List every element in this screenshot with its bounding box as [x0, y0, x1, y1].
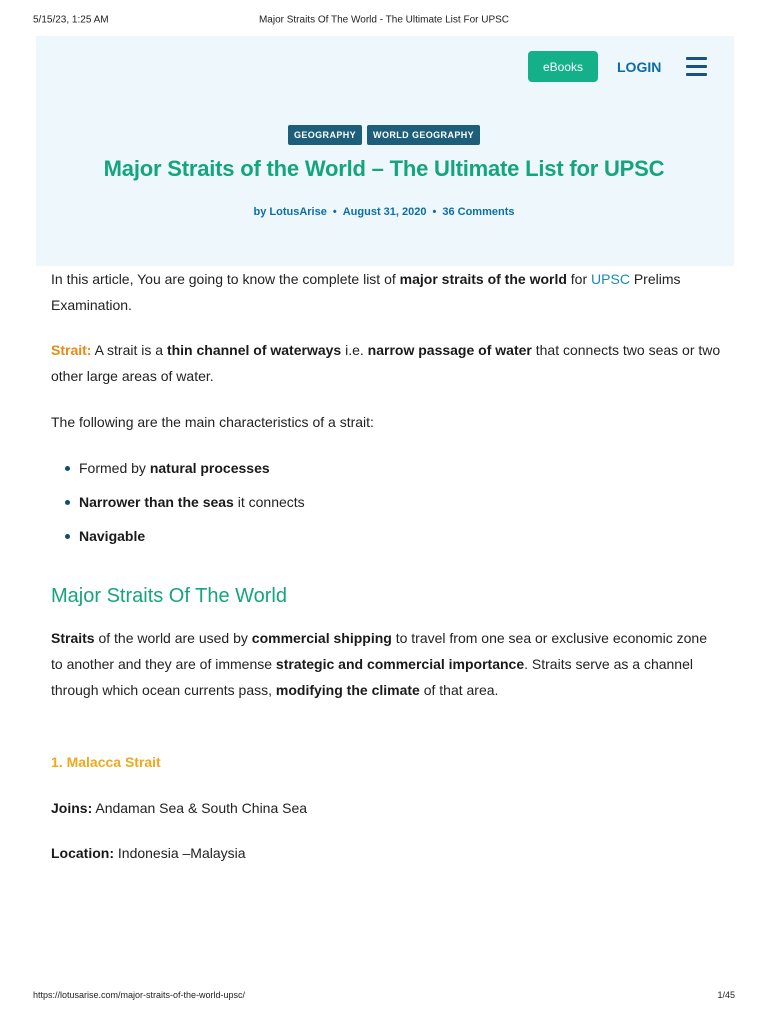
characteristics-intro: The following are the main characteristics of a strait: [51, 414, 374, 430]
post-meta [0, 206, 768, 218]
category-tags [0, 125, 768, 145]
list-item: Formed by natural processes [65, 455, 705, 489]
definition-paragraph: Strait: A strait is a thin channel of waterways i.e. narrow passage of water that connects two seas or two other large areas of water. [51, 342, 721, 384]
page-title: Major Straits of the World – The Ultimate List for UPSC [103, 156, 665, 181]
page-number: 1/45 [717, 990, 735, 1000]
print-datetime: 5/15/23, 1:25 AM [33, 14, 109, 26]
ebooks-button[interactable]: eBooks [528, 51, 598, 82]
hamburger-icon[interactable] [686, 57, 707, 76]
post-date[interactable]: August 31, 2020 [342, 206, 427, 218]
characteristics-list [65, 455, 705, 557]
tag-geography[interactable]: GEOGRAPHY [288, 125, 362, 145]
list-item: Navigable [65, 523, 705, 557]
login-link[interactable]: LOGIN [617, 59, 662, 75]
strait-label: Strait: [51, 342, 92, 358]
print-title: Major Straits Of The World - The Ultimate List For UPSC [258, 14, 510, 26]
malacca-heading: 1. Malacca Strait [51, 754, 161, 770]
malacca-location: Location: Indonesia –Malaysia [51, 845, 246, 861]
print-footer [0, 990, 768, 1004]
page-url: https://lotusarise.com/major-straits-of-the-world-upsc/ [33, 990, 246, 1000]
author-link[interactable]: by LotusArise [253, 206, 327, 218]
print-header [0, 0, 768, 30]
intro-paragraph: In this article, You are going to know the complete list of major straits of the world for UPSC Prelims Examination. [51, 271, 681, 313]
section-paragraph: Straits of the world are used by commercial shipping to travel from one sea or exclusive economic zone to another and they are of immense strategic and commercial importance. Straits serve as a channel through which ocean currents pass, modifying the climate of that area. [51, 630, 707, 698]
meta-separator: • [432, 206, 437, 218]
upsc-link[interactable]: UPSC [591, 271, 630, 287]
meta-separator: • [332, 206, 337, 218]
list-item: Narrower than the seas it connects [65, 489, 705, 523]
tag-world-geography[interactable]: WORLD GEOGRAPHY [367, 125, 480, 145]
comments-link[interactable]: 36 Comments [442, 206, 515, 218]
malacca-joins: Joins: Andaman Sea & South China Sea [51, 800, 308, 816]
section-heading: Major Straits Of The World [51, 585, 287, 607]
